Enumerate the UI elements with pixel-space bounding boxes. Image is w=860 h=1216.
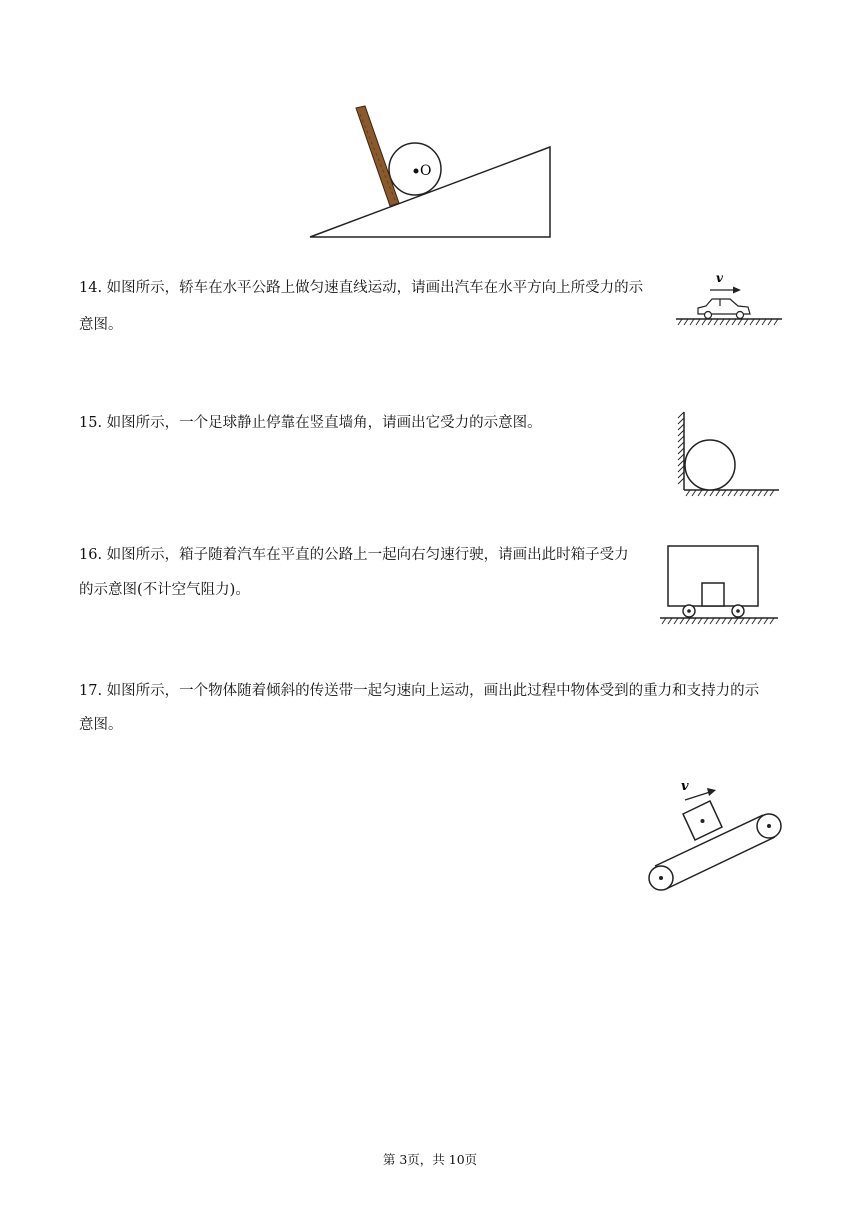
q14-text-line2: 意图。 [79,317,123,333]
q15-text-line1: 15. 如图所示，一个足球静止停靠在竖直墙角，请画出它受力的示意图。 [79,415,542,431]
incline-ball-rod-figure [300,100,560,245]
velocity-label: v [716,271,723,285]
box [702,583,724,606]
box-on-truck-figure [656,540,782,628]
car-on-road-figure [672,268,784,330]
page-footer: 第 3页，共 10页 [382,1152,478,1167]
q14-text-line1: 14. 如图所示，轿车在水平公路上做匀速直线运动，请画出汽车在水平方向上所受力的示 [79,280,644,296]
ball-center-label: O [420,163,432,179]
q17-text-line2: 意图。 [79,717,123,733]
ball-in-corner-figure [672,408,784,498]
football-circle [685,440,735,490]
ball-center-dot [414,169,419,174]
q17-text-line1: 17. 如图所示，一个物体随着倾斜的传送带一起匀速向上运动，画出此过程中物体受到的重力和支持力的示 [79,683,760,699]
velocity-label: v [681,779,689,794]
conveyor-belt-figure [640,770,790,900]
q16-text-line2: 的示意图(不计空气阻力)。 [79,582,250,598]
car-icon [698,299,750,319]
q16-text-line1: 16. 如图所示，箱子随着汽车在平直的公路上一起向右匀速行驶，请画出此时箱子受力 [79,547,629,563]
